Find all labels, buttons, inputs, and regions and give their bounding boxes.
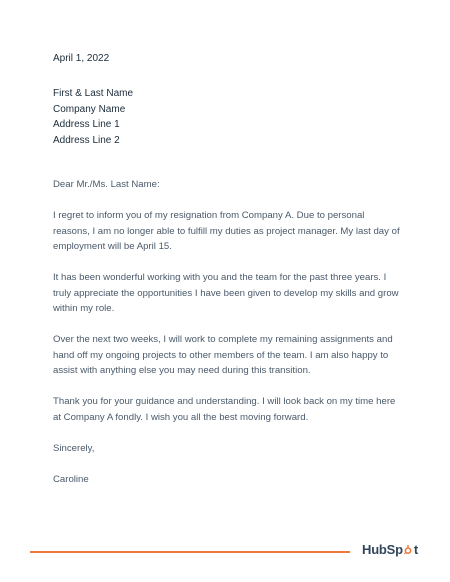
salutation: Dear Mr./Ms. Last Name: bbox=[53, 179, 160, 190]
body-paragraph-3: Over the next two weeks, I will work to complete my remaining assignments and hand off my ongoing projects to other members of the team. I am also happy to assist with anything else you may need during this transition. bbox=[53, 334, 393, 376]
body-paragraph-4: Thank you for your guidance and understanding. I will look back on my time here at Company A fondly. I wish you all the best moving forward. bbox=[53, 396, 396, 423]
recipient-address-block bbox=[53, 86, 133, 148]
sprocket-icon bbox=[403, 543, 413, 553]
recipient-company: Company Name bbox=[53, 103, 126, 115]
letter-body bbox=[53, 177, 403, 503]
recipient-address-line-2: Address Line 2 bbox=[53, 134, 120, 146]
hubspot-logo: HubSp t bbox=[362, 542, 419, 557]
letter-date: April 1, 2022 bbox=[53, 53, 110, 64]
recipient-name: First & Last Name bbox=[53, 88, 134, 99]
recipient-address-line-1: Address Line 1 bbox=[53, 119, 120, 130]
body-paragraph-2: It has been wonderful working with you and the team for the past three years. I truly appreciate the opportunities I have been given to develop my skills and grow within my role. bbox=[53, 272, 399, 314]
closing: Sincerely, bbox=[53, 442, 95, 454]
footer-divider bbox=[30, 551, 350, 553]
signature: Caroline bbox=[53, 473, 89, 485]
body-paragraph-1: I regret to inform you of my resignation from Company A. Due to personal reasons, I am no longer able to fulfill my duties as project manager. My last day of employment will be April 15. bbox=[53, 210, 400, 252]
